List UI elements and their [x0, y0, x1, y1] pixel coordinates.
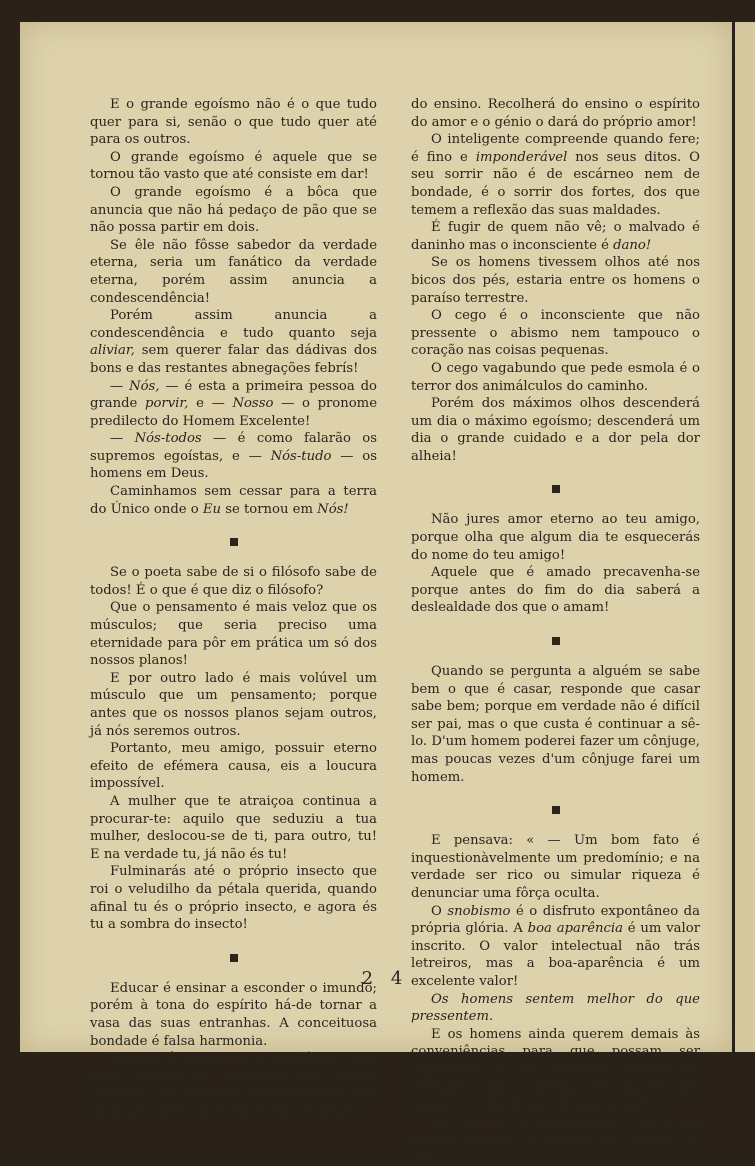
paragraph: E por outro lado é mais volúvel um músculo que um pensamento; porque antes que os nossos planos sejam outros, já nós seremos outros.: [90, 670, 377, 739]
paragraph: O cego é o inconsciente que não pressente o abismo nem tampouco o coração nas coisas pequenas.: [411, 308, 700, 359]
section-separator-square: [230, 954, 238, 962]
paragraph: E os homens ainda querem demais às conveniências para que possam ser superiores às suas vaidades. Porque em verdade o moço infeliz seria aquele que passasse o lustro do coração — ao fato.: [411, 1026, 700, 1113]
paragraph: O cego vagabundo que pede esmola é o terror dos animálculos do caminho.: [411, 360, 700, 394]
left-column: [90, 96, 377, 1120]
paragraph: A mulher que te atraiçoa continua a procurar-te: aquilo que seduziu a tua mulher, deslocou-se de ti, para outro, tu! E na verdade tu, já não és tu!: [90, 793, 377, 862]
right-column: [411, 96, 700, 1166]
paragraph: Portanto, meu amigo, possuir eterno efeito de efémera causa, eis a loucura impossível.: [90, 741, 377, 792]
paragraph: Educar é ministrar o equilíbrio; mas onde haverá um equilíbrio não sendo ingénito?! Só o homem inteligente tem por intuição o que o homem medíocre logrou: [90, 1051, 377, 1119]
paragraph: — Nós, — é esta a primeira pessoa do grande porvir, e — Nosso — o pronome predilecto do Homem Excelente!: [90, 378, 377, 429]
paragraph: O grande egoísmo é aquele que se tornou tão vasto que até consiste em dar!: [90, 149, 377, 183]
paragraph: Se os homens tivessem olhos até nos bicos dos pés, estaria entre os homens o paraíso terrestre.: [411, 255, 700, 306]
paragraph: E o grande egoísmo não é o que tudo quer para si, senão o que tudo quer até para os outros.: [90, 97, 377, 148]
paragraph: Porém assim anuncia a condescendência e tudo quanto seja aliviar, sem querer falar das dádivas dos bons e das restantes abnegações febrís!: [90, 308, 377, 376]
paragraph: Caminhamos sem cessar para a terra do Único onde o Eu se tornou em Nós!: [90, 484, 377, 517]
section-separator-square: [552, 806, 560, 814]
section-separator-square: [552, 637, 560, 645]
paragraph: Que o pensamento é mais veloz que os músculos; que seria preciso uma eternidade para pôr em prática um só dos nossos planos!: [90, 600, 377, 669]
paragraph: Porém dos máximos olhos descenderá um dia o máximo egoísmo; descenderá um dia o grande cuidado e a dor pela dor alheia!: [411, 396, 700, 464]
section-separator-square: [552, 485, 560, 493]
paragraph: O inteligente compreende quando fere; é fino e imponderável nos seus ditos. O seu sorrir não é de escárneo nem de bondade, é o sorrir dos fortes, dos que temem a reflexão das suas maldades.: [411, 132, 700, 218]
paragraph: Se o poeta sabe de si o filósofo sabe de todos! É o que é que diz o filósofo?: [90, 565, 377, 598]
paragraph: E pensava: « — Um bom fato é inquestionàvelmente um predomínio; e na verdade ser rico ou simular riqueza é denunciar uma fôrça oculta.: [411, 833, 700, 901]
paragraph: É fugir de quem não vê; o malvado é daninho mas o inconsciente é dano!: [411, 220, 700, 253]
paragraph: Se êle não fôsse sabedor da verdade eterna, seria um fanático da verdade eterna, porém assim anuncia a condescendência!: [90, 237, 377, 306]
paragraph: Os homens sentem melhor do que pressentem.: [411, 991, 700, 1025]
paragraph: Não jures amor eterno ao teu amigo, porque olha que algum dia te esquecerás do nome do teu amigo!: [411, 512, 700, 563]
page-number: 2 4: [361, 968, 409, 989]
paragraph: Se o olham, — desolham-no; e até a sua amada haveria de passar do sorriso ao riso.: [411, 1114, 700, 1165]
paragraph: Quando se pergunta a alguém se sabe bem o que é casar, responde que casar sabe bem; porque em verdade não é difícil ser pai, mas o que custa é continuar a sê-lo. D'um homem poderei fazer um cônjuge, mas poucas vezes d'um cônjuge farei um homem.: [411, 664, 700, 785]
paragraph: Educar é ensinar a esconder o imundo; porém à tona do espírito há-de tornar a vasa das suas entranhas. A conceituosa bondade é falsa harmonia.: [90, 980, 377, 1049]
paragraph: O grande egoísmo é a bôca que anuncia que não há pedaço de pão que se não possa partir em dois.: [90, 184, 377, 236]
paragraph: Fulminarás até o próprio insecto que roi o veludilho da pétala querida, quando afinal tu és o próprio insecto, e agora és tu a sombra do insecto!: [90, 864, 377, 933]
paragraph: Aquele que é amado precavenha-se porque antes do fim do dia saberá a deslealdade dos que o amam!: [411, 565, 700, 616]
paragraph: — Nós-todos — é como falarão os supremos egoístas, e — Nós-tudo — os homens em Deus.: [90, 431, 377, 482]
adjacent-page-edge: [735, 22, 755, 1052]
section-separator-square: [230, 538, 238, 546]
paragraph: do ensino. Recolherá do ensino o espírito do amor e o génio o dará do próprio amor!: [411, 97, 700, 130]
paragraph: O snobismo é o disfruto expontâneo da própria glória. A boa aparência é um valor inscrito. O valor intelectual não trás letreiros, mas a boa-aparência é um excelente valor!: [411, 903, 700, 989]
